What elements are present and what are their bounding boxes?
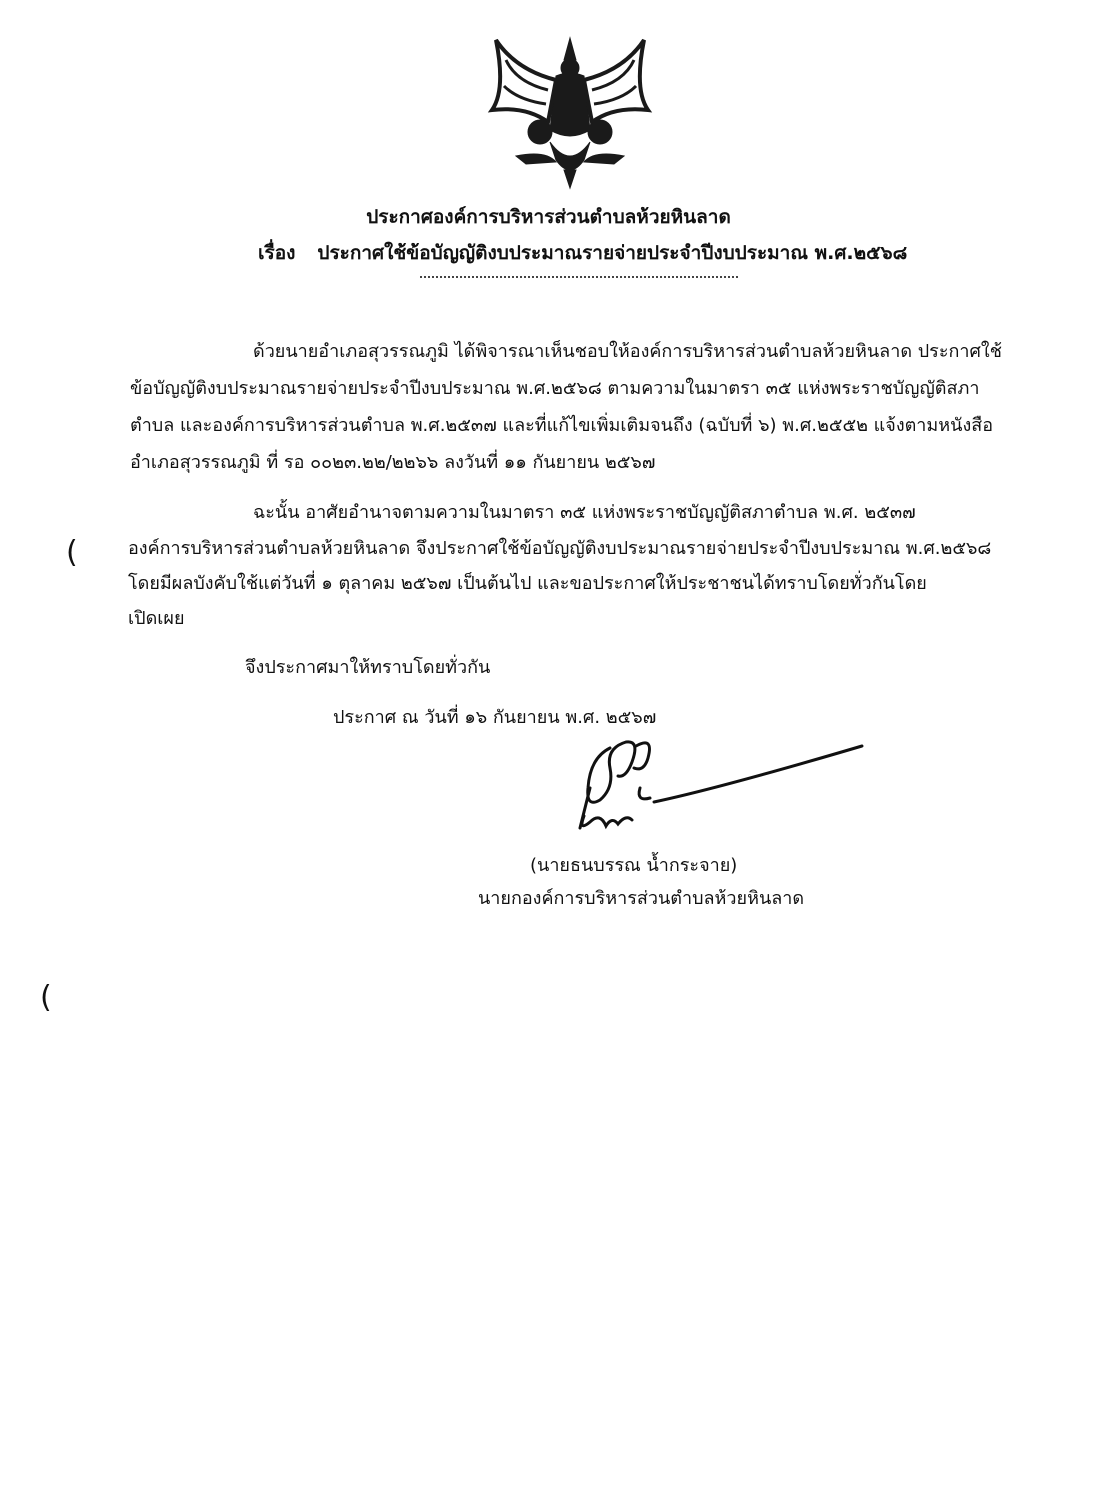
signer-name: (นายธนบรรณ น้ำกระจาย) <box>530 855 738 876</box>
para2-line-1: ฉะนั้น อาศัยอำนาจตามความในมาตรา ๓๕ แห่งพระราชบัญญัติสภาตำบล พ.ศ. ๒๕๓๗ <box>253 502 916 523</box>
subject-text: ประกาศใช้ข้อบัญญัติงบประมาณรายจ่ายประจำปีงบประมาณ พ.ศ.๒๕๖๘ <box>317 242 908 264</box>
closing-statement: จึงประกาศมาให้ทราบโดยทั่วกัน <box>245 657 491 678</box>
binder-mark-lower: ( <box>40 980 52 1015</box>
para2-line-3: โดยมีผลบังคับใช้แต่วันที่ ๑ ตุลาคม ๒๕๖๗ เป็นต้นไป และขอประกาศให้ประชาชนได้ทราบโดยทั่วกันโดย <box>128 573 927 594</box>
para2-line-4: เปิดเผย <box>128 608 185 629</box>
announce-date: ประกาศ ณ วันที่ ๑๖ กันยายน พ.ศ. ๒๕๖๗ <box>333 707 657 728</box>
subject-line <box>258 238 907 268</box>
dotted-divider <box>420 276 738 278</box>
subject-label: เรื่อง <box>258 242 296 264</box>
para1-line-4: อำเภอสุวรรณภูมิ ที่ รอ ๐๐๒๓.๒๒/๒๒๖๖ ลงวันที่ ๑๑ กันยายน ๒๕๖๗ <box>130 452 656 473</box>
signer-title: นายกองค์การบริหารส่วนตำบลห้วยหินลาด <box>478 888 805 909</box>
para1-line-2: ข้อบัญญัติงบประมาณรายจ่ายประจำปีงบประมาณ พ.ศ.๒๕๖๘ ตามความในมาตรา ๓๕ แห่งพระราชบัญญัติสภา <box>130 378 980 399</box>
handwritten-signature <box>570 728 870 840</box>
para1-line-1: ด้วยนายอำเภอสุวรรณภูมิ ได้พิจารณาเห็นชอบให้องค์การบริหารส่วนตำบลห้วยหินลาด ประกาศใช้ <box>253 341 1002 362</box>
para2-line-2: องค์การบริหารส่วนตำบลห้วยหินลาด จึงประกาศใช้ข้อบัญญัติงบประมาณรายจ่ายประจำปีงบประมาณ พ.ศ.๒๕๖๘ <box>128 538 992 559</box>
para1-line-3: ตำบล และองค์การบริหารส่วนตำบล พ.ศ.๒๕๓๗ และที่แก้ไขเพิ่มเติมจนถึง (ฉบับที่ ๖) พ.ศ.๒๕๕๒ แจ้งตามหนังสือ <box>130 415 994 436</box>
binder-mark-upper: ( <box>66 535 78 570</box>
garuda-emblem-icon <box>486 30 654 190</box>
announcement-title: ประกาศองค์การบริหารส่วนตำบลห้วยหินลาด <box>366 206 731 228</box>
